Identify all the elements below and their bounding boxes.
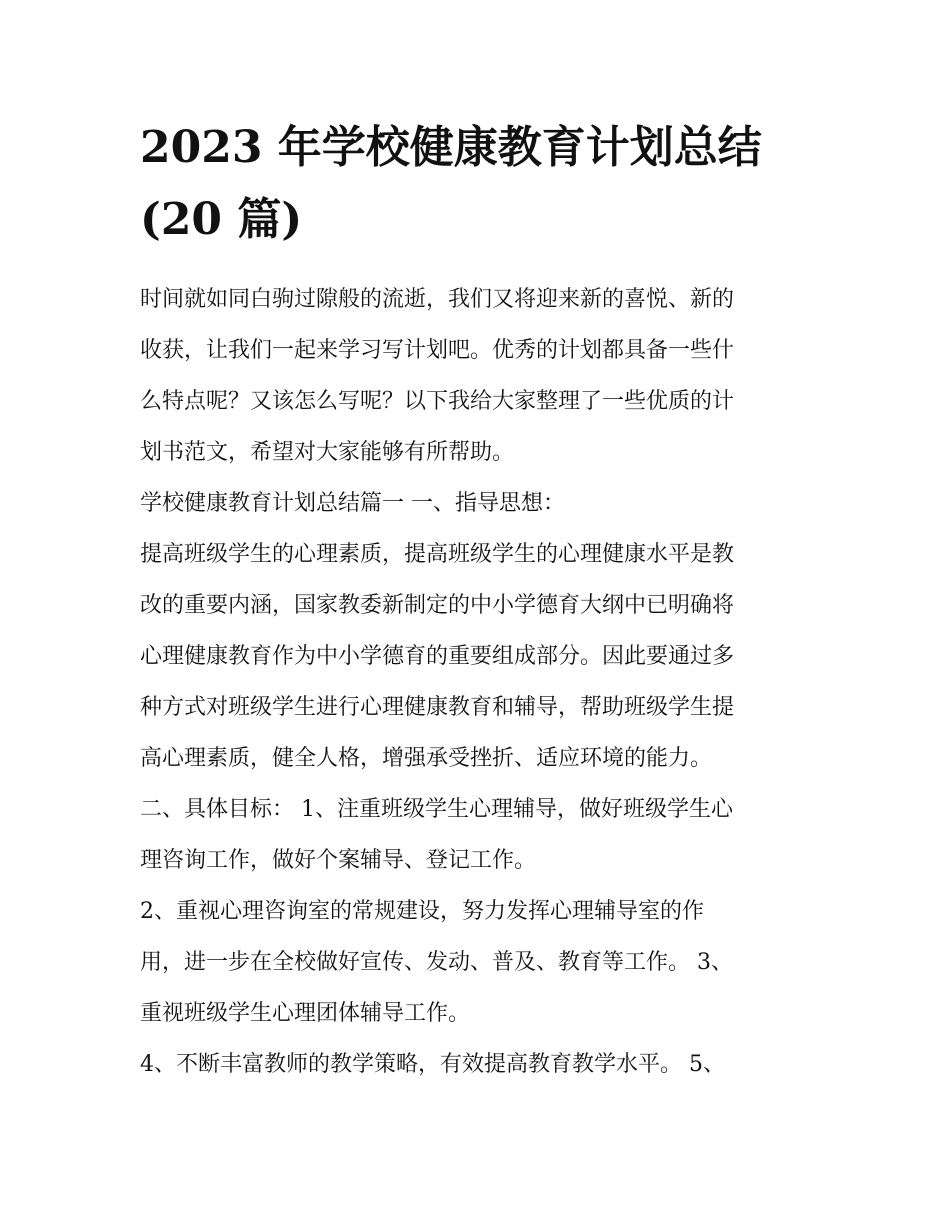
text-line: 高心理素质，健全人格，增强承受挫折、适应环境的能力。 [140,746,713,771]
text-line: 么特点呢？又该怎么写呢？以下我给大家整理了一些优质的计 [140,389,735,414]
text-line: 收获，让我们一起来学习写计划吧。优秀的计划都具备一些什 [140,338,735,363]
text-line: 理咨询工作，做好个案辅导、登记工作。 [140,848,537,873]
text-line: 二、具体目标： 1、注重班级学生心理辅导，做好班级学生心 [140,797,733,822]
text-line: 改的重要内涵，国家教委新制定的中小学德育大纲中已明确将 [140,593,735,618]
text-line: 划书范文，希望对大家能够有所帮助。 [140,440,515,465]
text-line: 2、重视心理咨询室的常规建设，努力发挥心理辅导室的作 [140,899,704,924]
document-page [140,112,820,1090]
text-line: 用，进一步在全校做好宣传、发动、普及、教育等工作。 3、 [140,950,733,975]
text-line: 学校健康教育计划总结篇一 一、指导思想： [140,491,565,516]
goal-4-paragraph [140,1039,820,1090]
text-line: 重视班级学生心理团体辅导工作。 [140,1001,471,1026]
section-heading-paragraph [140,478,820,529]
guiding-thought-paragraph [140,529,820,784]
goal-2-paragraph [140,886,820,1039]
intro-paragraph [140,274,820,478]
goals-paragraph [140,784,820,886]
text-line: 时间就如同白驹过隙般的流逝，我们又将迎来新的喜悦、新的 [140,287,735,312]
text-line: 提高班级学生的心理素质，提高班级学生的心理健康水平是教 [140,542,735,567]
text-line: 心理健康教育作为中小学德育的重要组成部分。因此要通过多 [140,644,735,669]
text-line: 4、不断丰富教师的教学策略，有效提高教育教学水平。 5、 [140,1052,725,1077]
title-line: 2023 年学校健康教育计划总结 [140,122,762,173]
document-title [140,112,820,256]
title-line: (20 篇) [140,194,303,245]
text-line: 种方式对班级学生进行心理健康教育和辅导，帮助班级学生提 [140,695,735,720]
